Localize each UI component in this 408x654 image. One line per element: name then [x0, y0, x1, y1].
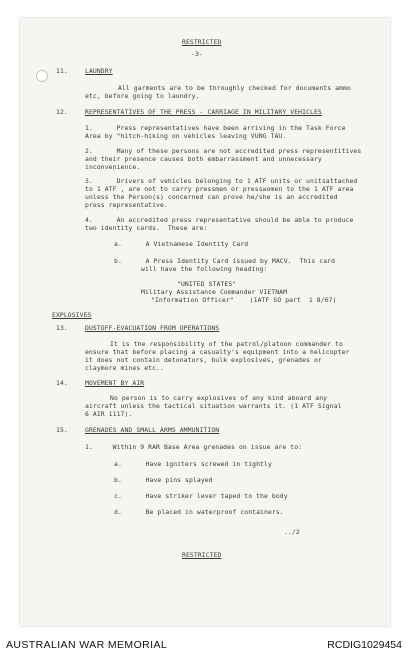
list-item: b. Have pins splayed	[114, 476, 213, 484]
section-number: 13.	[56, 324, 68, 332]
list-item: a. A Vietnamese Identity Card	[114, 240, 249, 248]
text-line: two identity cards. These are:	[85, 224, 208, 232]
list-item: d. Be placed in waterproof containers.	[114, 508, 284, 516]
header-classification: RESTRICTED	[182, 38, 222, 46]
text-line: Area by "hitch-hiking on vehicles leaving VUNG TAU.	[85, 132, 287, 140]
text-line: 2. Many of these persons are not accredited press representitives	[85, 147, 362, 155]
continuation-marker: ../2	[284, 528, 300, 536]
text-line: press representative.	[85, 201, 168, 209]
footer-classification: RESTRICTED	[182, 551, 222, 559]
section-number: 14.	[56, 379, 68, 387]
text-line: it does not contain detonators, bulk explosives, grenades or	[85, 356, 322, 364]
section-number: 12.	[56, 108, 68, 116]
text-line: inconvenience.	[85, 163, 141, 171]
text-line: claymore mines etc..	[85, 364, 164, 372]
archive-credit: AUSTRALIAN WAR MEMORIAL	[6, 639, 168, 651]
text-line: ensure that before placing a casualty's equipment into a helicopter	[85, 348, 350, 356]
text-line: All garments are to be throughly checked for documents ammo	[118, 84, 351, 92]
archive-id: RCDIG1029454	[327, 639, 402, 651]
text-line: No person is to carry explosives of any kind aboard any	[110, 394, 328, 402]
text-line: 3. Drivers of vehicles belonging to 1 ATF units or unitsattached	[85, 177, 358, 185]
text-line: unless the Person(s) concerned can prove he/she is an accredited	[85, 193, 338, 201]
list-item: c. Have striker lever taped to the body	[114, 492, 288, 500]
text-line: 4. An accredited press representative should be able to produce	[85, 216, 354, 224]
list-item: b. A Press Identity Card issued by MACV. This card	[114, 257, 336, 265]
text-line: It is the responsibility of the patrol/platoon commander to	[110, 340, 343, 348]
card-heading-line: "UNITED STATES"	[177, 280, 237, 288]
text-line: 6 AIR 1117).	[85, 410, 133, 418]
section-heading: MOVEMENT BY AIR	[85, 379, 145, 387]
list-item: a. Have igniters screwed in tightly	[114, 460, 272, 468]
section-heading: DUSTOFF-EVACUATION FROM OPERATIONS	[85, 324, 220, 332]
section-number: 11.	[56, 67, 68, 75]
text-line: 1. Within 9 RAR Base Area grenades on issue are to:	[85, 443, 303, 451]
section-number: 15.	[56, 426, 68, 434]
section-heading: REPRESENTATIVES OF THE PRESS - CARRIAGE IN MILITARY VEHICLES	[85, 108, 322, 116]
card-heading-line: "Information Officer" (1ATF SO part 1 8/67)	[151, 296, 337, 304]
text-line: aircraft unless the tactical situation warrants it. (1 ATF Signal	[85, 402, 342, 410]
text-line: etc, before going to laundry.	[85, 92, 200, 100]
section-heading: GRENADES AND SMALL ARMS AMMUNITION	[85, 426, 220, 434]
text-line: and their presence causes both embarrassment and unnecessary	[85, 155, 322, 163]
page-number: -3-	[191, 50, 203, 58]
section-heading: LAUNDRY	[85, 67, 113, 75]
punch-hole	[36, 70, 48, 82]
card-heading-line: Military Assistance Commander VIETNAM	[141, 288, 288, 296]
text-line: to 1 ATF , are not to carry pressmen or presswomen to the 1 ATF area	[85, 185, 354, 193]
subheading-explosives: EXPLOSIVES	[52, 311, 92, 319]
list-item: will have the following heading:	[141, 265, 268, 273]
text-line: 1. Press representatives have been arriving in the Task Force	[85, 124, 346, 132]
